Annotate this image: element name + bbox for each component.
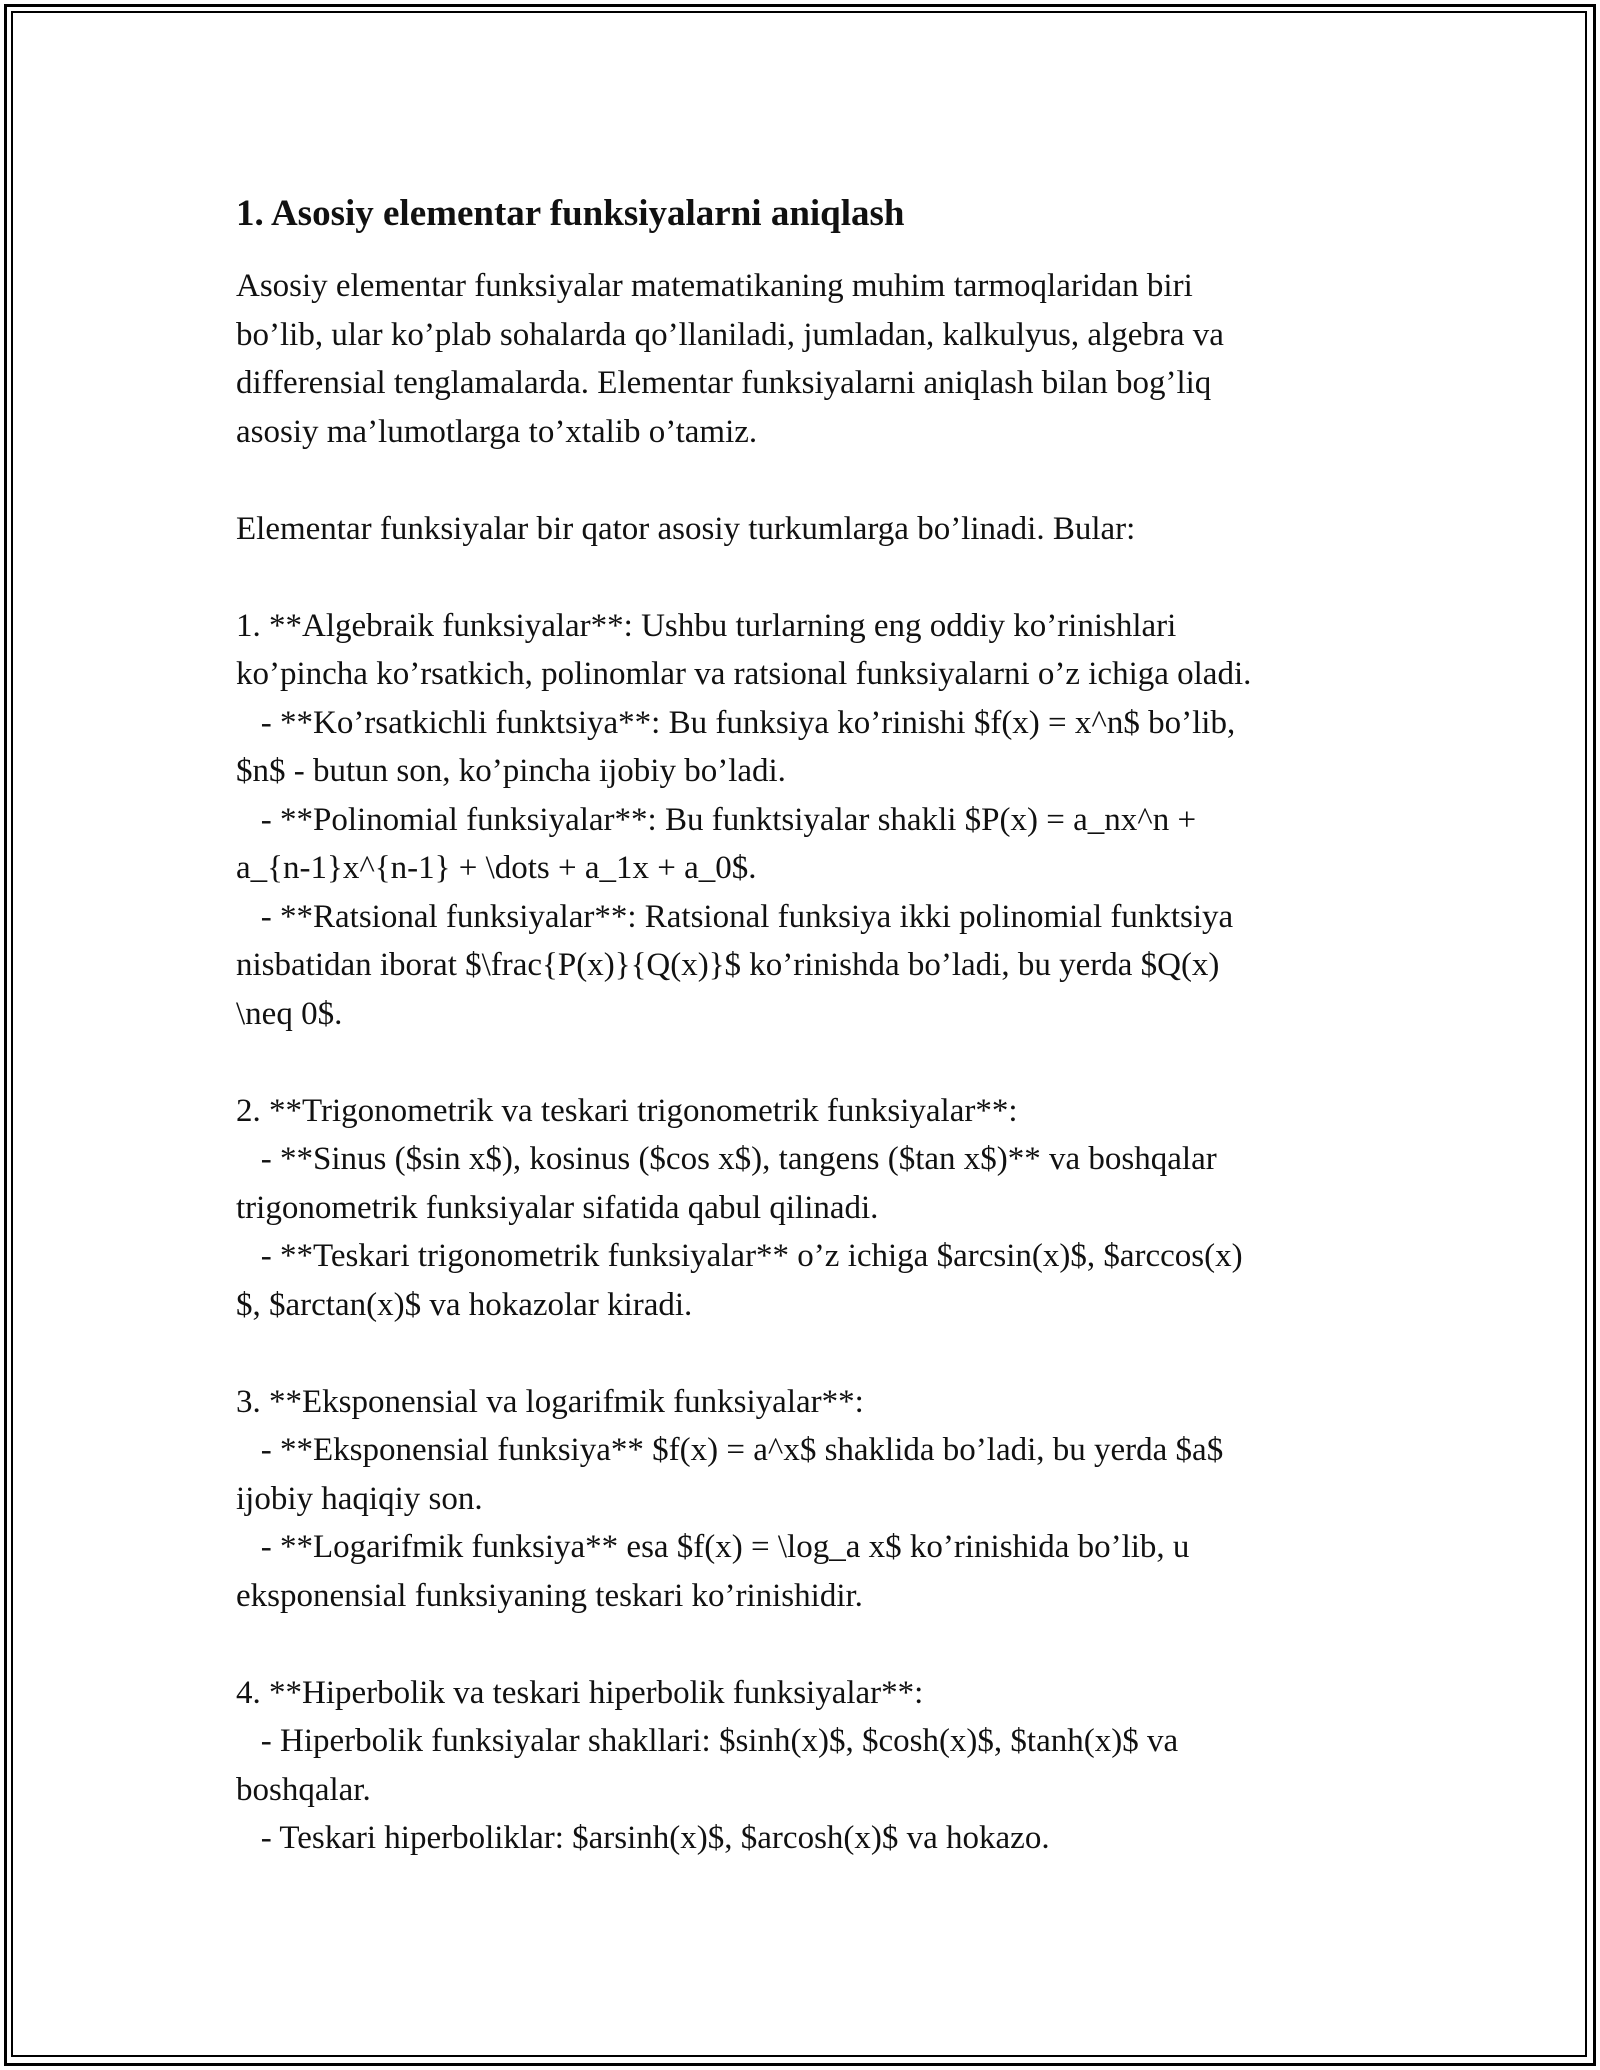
paragraph-gap [236, 1620, 1376, 1669]
document-page [236, 186, 1376, 1863]
text-line: 1. **Algebraik funksiyalar**: Ushbu turlarning eng oddiy ko’rinishlari [236, 607, 1177, 644]
text-line: - **Polinomial funksiyalar**: Bu funktsiyalar shakli $P(x) = a_nx^n + [236, 801, 1197, 838]
paragraph-gap [236, 456, 1376, 505]
text-line: 3. **Eksponensial va logarifmik funksiyalar**: [236, 1383, 864, 1420]
text-line: ko’pincha ko’rsatkich, polinomlar va ratsional funksiyalarni o’z ichiga oladi. [236, 656, 1252, 692]
text-line: differensial tenglamalarda. Elementar funksiyalarni aniqlash bilan bog’liq [236, 365, 1212, 401]
paragraph [236, 262, 1376, 456]
document-body [236, 262, 1376, 1863]
text-line: 2. **Trigonometrik va teskari trigonometrik funksiyalar**: [236, 1092, 1018, 1129]
paragraph-gap [236, 1329, 1376, 1378]
text-line: - Hiperbolik funksiyalar shakllari: $sinh(x)$, $cosh(x)$, $tanh(x)$ va [236, 1723, 1179, 1759]
text-line: Asosiy elementar funksiyalar matematikaning muhim tarmoqlaridan biri [236, 268, 1193, 304]
text-line: $n$ - butun son, ko’pincha ijobiy bo’ladi. [236, 753, 786, 789]
text-line: - **Eksponensial funksiya** $f(x) = a^x$ shaklida bo’ladi, bu yerda $a$ [236, 1432, 1224, 1468]
text-line: - **Ko’rsatkichli funktsiya**: Bu funksiya ko’rinishi $f(x) = x^n$ bo’lib, [236, 704, 1236, 741]
text-line: - **Sinus ($sin x$), kosinus ($cos x$), tangens ($tan x$)** va boshqalar [236, 1141, 1217, 1177]
text-line: bo’lib, ular ko’plab sohalarda qo’llaniladi, jumladan, kalkulyus, algebra va [236, 316, 1224, 353]
text-line: - **Logarifmik funksiya** esa $f(x) = \log_a x$ ko’rinishida bo’lib, u [236, 1529, 1190, 1565]
paragraph [236, 1378, 1376, 1621]
text-line: 4. **Hiperbolik va teskari hiperbolik funksiyalar**: [236, 1674, 924, 1711]
text-line: - Teskari hiperboliklar: $arsinh(x)$, $arcosh(x)$ va hokazo. [236, 1820, 1050, 1856]
text-line: nisbatidan iborat $\frac{P(x)}{Q(x)}$ ko’rinishda bo’ladi, bu yerda $Q(x) [236, 947, 1220, 983]
text-line: trigonometrik funksiyalar sifatida qabul qilinadi. [236, 1189, 879, 1226]
text-line: \neq 0$. [236, 995, 343, 1032]
text-line: boshqalar. [236, 1771, 371, 1808]
text-line: Elementar funksiyalar bir qator asosiy turkumlarga bo’linadi. Bular: [236, 510, 1136, 547]
text-line: ijobiy haqiqiy son. [236, 1480, 483, 1517]
paragraph-gap [236, 553, 1376, 602]
section-heading: 1. Asosiy elementar funksiyalarni aniqlash [236, 193, 905, 234]
text-line: a_{n-1}x^{n-1} + \dots + a_1x + a_0$. [236, 850, 757, 886]
paragraph-gap [236, 1038, 1376, 1087]
paragraph [236, 505, 1376, 554]
text-line: - **Teskari trigonometrik funksiyalar** o’z ichiga $arcsin(x)$, $arccos(x) [236, 1238, 1243, 1274]
text-line: $, $arctan(x)$ va hokazolar kiradi. [236, 1286, 693, 1323]
text-line: - **Ratsional funksiyalar**: Ratsional funksiya ikki polinomial funktsiya [236, 898, 1234, 935]
paragraph [236, 602, 1376, 1039]
text-line: eksponensial funksiyaning teskari ko’rinishidir. [236, 1577, 863, 1614]
text-line: asosiy ma’lumotlarga to’xtalib o’tamiz. [236, 413, 758, 450]
paragraph [236, 1087, 1376, 1330]
paragraph [236, 1669, 1376, 1863]
